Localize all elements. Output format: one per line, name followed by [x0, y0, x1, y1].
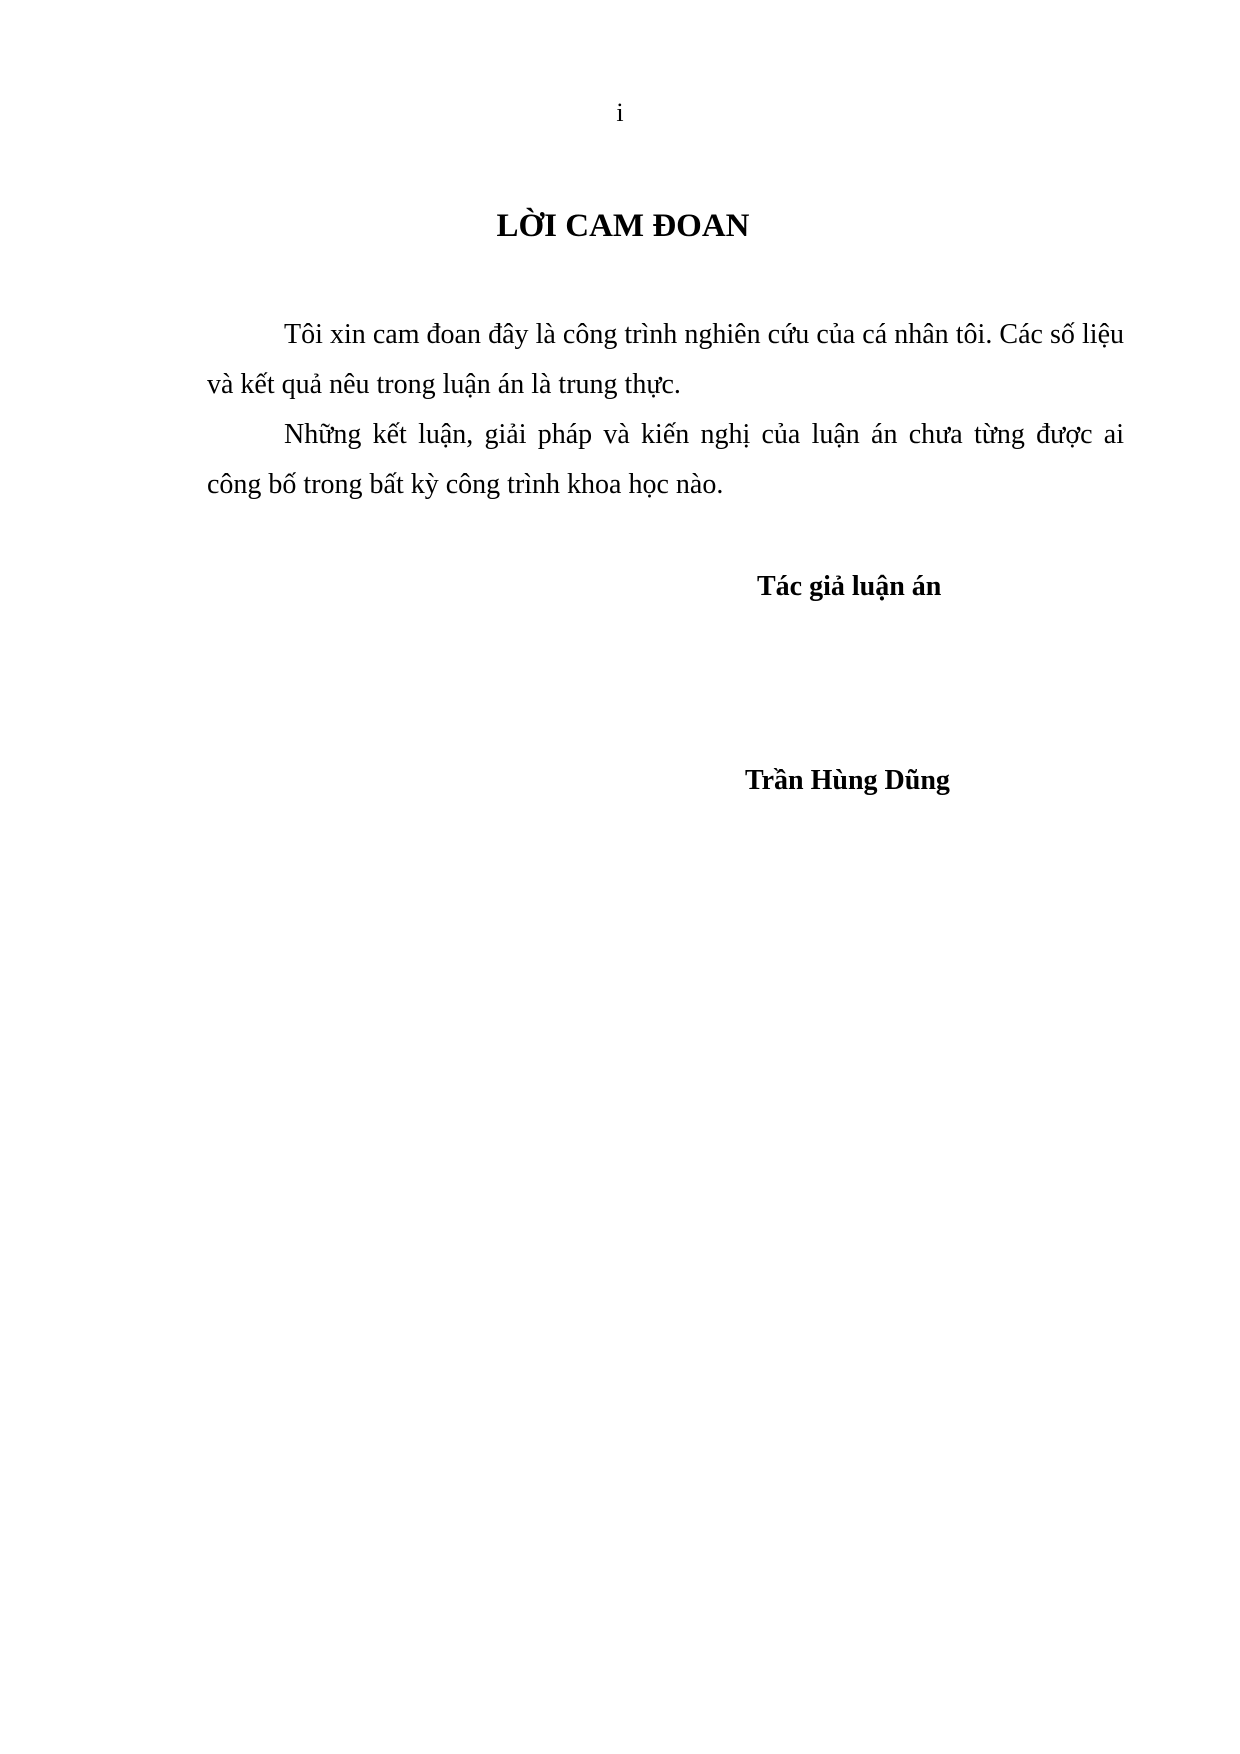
page-title: LỜI CAM ĐOAN: [496, 208, 750, 244]
declaration-paragraph-2: Những kết luận, giải pháp và kiến nghị của luận án chưa từng được ai công bố trong bất kỳ công trình khoa học nào.: [207, 419, 1124, 500]
author-name: Trần Hùng Dũng: [745, 765, 950, 796]
declaration-paragraph-1: Tôi xin cam đoan đây là công trình nghiên cứu của cá nhân tôi. Các số liệu và kết quả nêu trong luận án là trung thực.: [207, 319, 1124, 400]
declaration-body: [207, 310, 1124, 510]
page-number: i: [616, 98, 624, 127]
author-label: Tác giả luận án: [757, 571, 942, 602]
